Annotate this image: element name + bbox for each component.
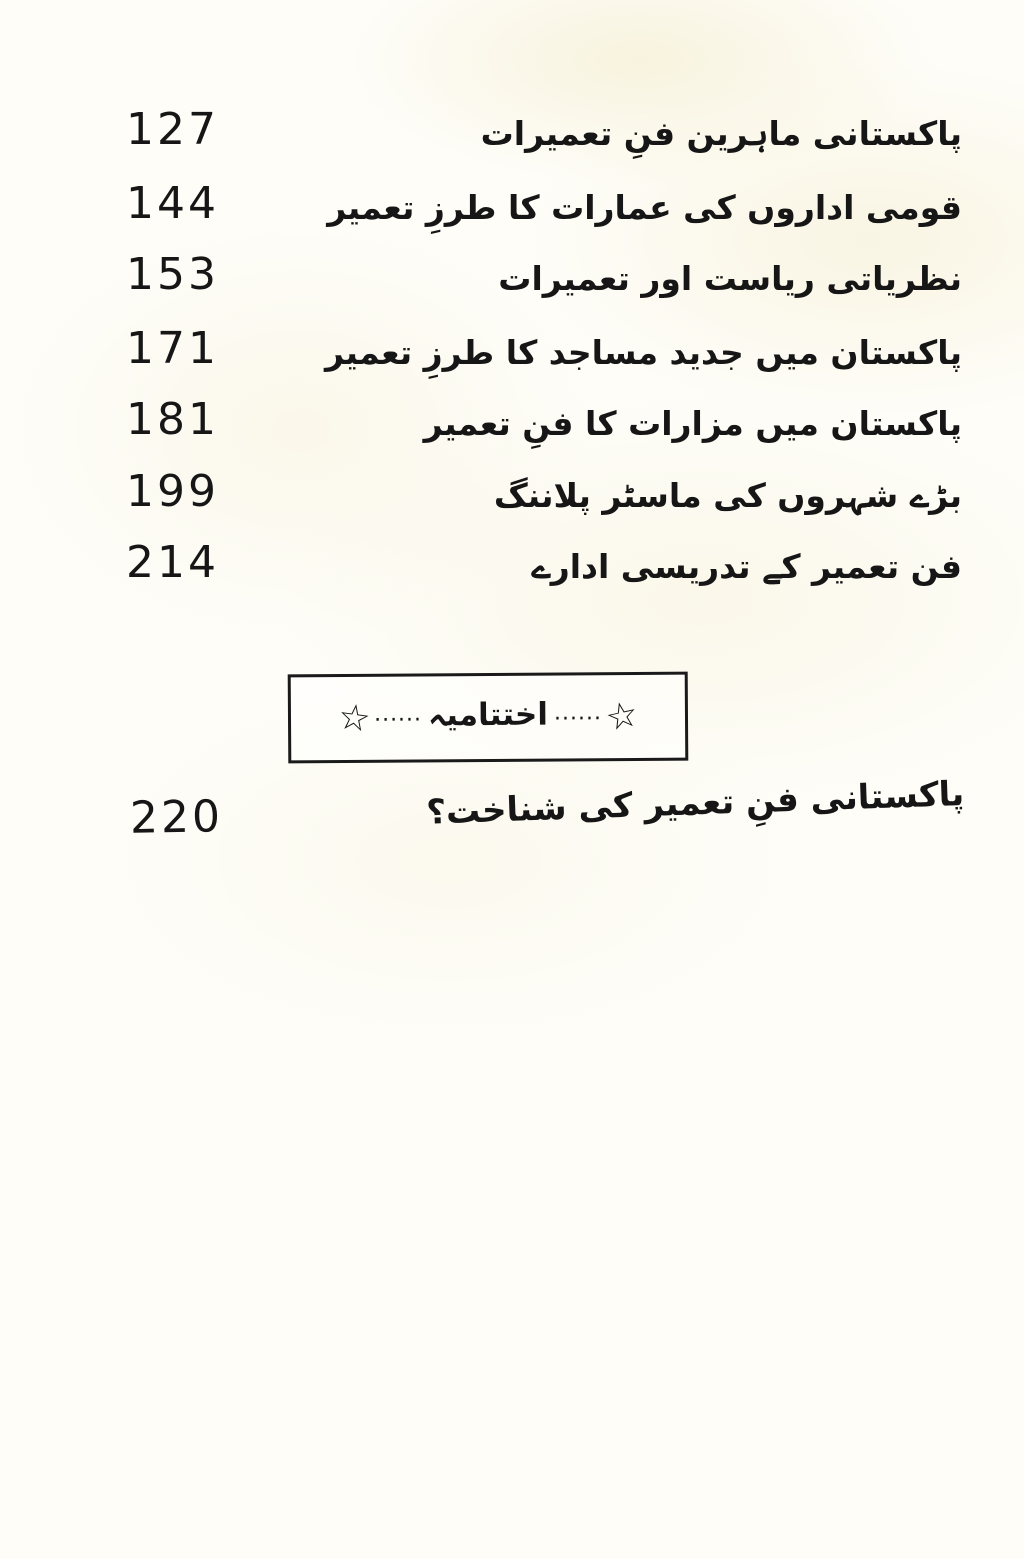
toc-entry — [0, 537, 1024, 605]
toc-chapter-title: پاکستانی فنِ تعمیر کی شناخت؟ — [425, 774, 965, 833]
section-divider-box — [288, 672, 689, 764]
toc-entry — [0, 323, 1024, 391]
toc-chapter-title: بڑے شہروں کی ماسٹر پلاننگ — [493, 476, 962, 515]
toc-entry — [0, 178, 1024, 246]
toc-page-number: 144 — [126, 178, 219, 229]
toc-chapter-title: پاکستان میں جدید مساجد کا طرزِ تعمیر — [325, 333, 962, 372]
divider-dots: ...... — [553, 699, 602, 726]
star-icon: ☆ — [335, 695, 373, 741]
toc-page-number: 171 — [126, 323, 219, 374]
toc-entry — [0, 466, 1024, 534]
toc-entry — [0, 249, 1024, 317]
toc-chapter-title: فن تعمیر کے تدریسی ادارے — [531, 547, 962, 586]
toc-page-number: 181 — [126, 394, 219, 445]
toc-page-number: 153 — [126, 249, 219, 300]
star-icon: ☆ — [601, 692, 643, 740]
toc-entry — [0, 394, 1024, 462]
toc-page-number: 214 — [126, 537, 219, 588]
divider-dots: ...... — [373, 700, 423, 727]
toc-page-number: 199 — [126, 466, 219, 517]
section-divider-content — [335, 692, 643, 741]
toc-page-number: 220 — [129, 791, 224, 844]
toc-entry — [0, 104, 1024, 172]
toc-chapter-title: پاکستانی ماہرین فنِ تعمیرات — [480, 114, 962, 153]
toc-page-number: 127 — [126, 104, 219, 155]
divider-label: اختتامیہ — [427, 696, 549, 734]
toc-chapter-title: قومی اداروں کی عمارات کا طرزِ تعمیر — [327, 188, 962, 227]
toc-chapter-title: پاکستان میں مزارات کا فنِ تعمیر — [423, 404, 962, 443]
toc-chapter-title: نظریاتی ریاست اور تعمیرات — [498, 259, 962, 298]
